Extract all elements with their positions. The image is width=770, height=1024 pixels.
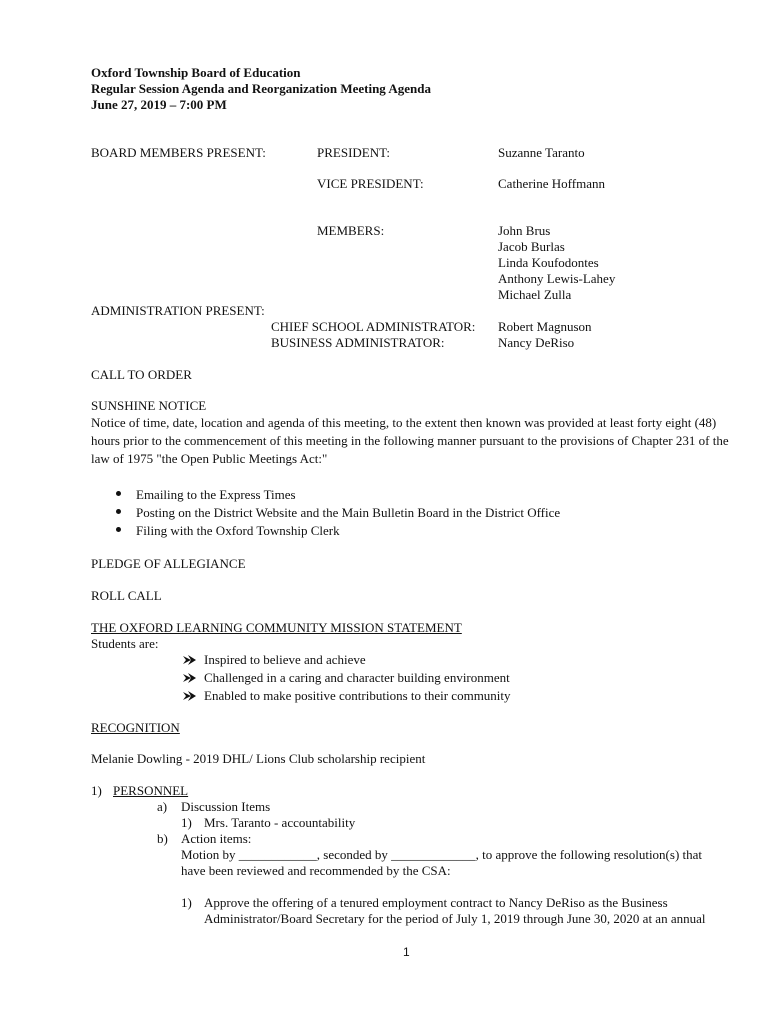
motion-text: Motion by ____________, seconded by _____________, to approve the following resolution(s) that <box>181 847 703 862</box>
member-name: Jacob Burlas <box>498 239 565 254</box>
mission-item: Inspired to believe and achieve <box>204 652 366 667</box>
ba-name: Nancy DeRiso <box>498 335 575 350</box>
resolution-text: Administrator/Board Secretary for the period of July 1, 2019 through June 30, 2020 at an annual <box>204 911 706 926</box>
board-members-label: BOARD MEMBERS PRESENT: <box>91 145 266 160</box>
member-name: Linda Koufodontes <box>498 255 599 270</box>
members-label: MEMBERS: <box>317 223 385 238</box>
bullet-icon <box>116 509 121 514</box>
call-to-order-heading: CALL TO ORDER <box>91 367 192 382</box>
discussion-items: Discussion Items <box>181 799 271 814</box>
bullet-icon <box>116 491 121 496</box>
arrow-bullet-icon <box>183 690 197 702</box>
sunshine-bullet-item: Posting on the District Website and the Main Bulletin Board in the District Office <box>136 505 561 520</box>
header-date: June 27, 2019 – 7:00 PM <box>91 97 227 112</box>
csa-label: CHIEF SCHOOL ADMINISTRATOR: <box>271 319 476 334</box>
vice-president-name: Catherine Hoffmann <box>498 176 605 191</box>
list-marker: 1) <box>181 895 192 910</box>
roll-call-heading: ROLL CALL <box>91 588 162 603</box>
header-subtitle: Regular Session Agenda and Reorganization Meeting Agenda <box>91 81 431 96</box>
arrow-bullet-icon <box>183 654 197 666</box>
president-name: Suzanne Taranto <box>498 145 585 160</box>
personnel-number: 1) <box>91 783 102 798</box>
personnel-heading: PERSONNEL <box>113 783 189 798</box>
vice-president-label: VICE PRESIDENT: <box>317 176 424 191</box>
mission-statement-heading: THE OXFORD LEARNING COMMUNITY MISSION STATEMENT <box>91 620 462 635</box>
resolution-text: Approve the offering of a tenured employment contract to Nancy DeRiso as the Business <box>204 895 668 910</box>
pledge-heading: PLEDGE OF ALLEGIANCE <box>91 556 246 571</box>
recognition-text: Melanie Dowling - 2019 DHL/ Lions Club scholarship recipient <box>91 751 426 766</box>
recognition-heading: RECOGNITION <box>91 720 180 735</box>
ba-label: BUSINESS ADMINISTRATOR: <box>271 335 445 350</box>
member-name: Michael Zulla <box>498 287 572 302</box>
action-items: Action items: <box>181 831 252 846</box>
bullet-icon <box>116 527 121 532</box>
arrow-bullet-icon <box>183 672 197 684</box>
mission-item: Challenged in a caring and character building environment <box>204 670 510 685</box>
motion-text: have been reviewed and recommended by the CSA: <box>181 863 451 878</box>
member-name: John Brus <box>498 223 551 238</box>
list-marker: 1) <box>181 815 192 830</box>
administration-label: ADMINISTRATION PRESENT: <box>91 303 265 318</box>
sunshine-bullet-item: Filing with the Oxford Township Clerk <box>136 523 340 538</box>
mission-item: Enabled to make positive contributions to their community <box>204 688 511 703</box>
member-name: Anthony Lewis-Lahey <box>498 271 616 286</box>
list-marker: b) <box>157 831 168 846</box>
list-marker: a) <box>157 799 168 814</box>
mission-intro: Students are: <box>91 636 159 651</box>
sunshine-notice-text: Notice of time, date, location and agenda of this meeting, to the extent then known was provided at least forty eight (48) hours prior to the commencement of this meeting in the following manner pursuant to the provisions of Chapter 231 of the law of 1975 "the Open Public Meetings Act:" <box>91 415 729 466</box>
sunshine-notice-heading: SUNSHINE NOTICE <box>91 398 207 413</box>
president-label: PRESIDENT: <box>317 145 391 160</box>
sunshine-bullet-item: Emailing to the Express Times <box>136 487 296 502</box>
discussion-item: Mrs. Taranto - accountability <box>204 815 356 830</box>
header-title: Oxford Township Board of Education <box>91 65 301 80</box>
page-number: 1 <box>403 945 410 959</box>
csa-name: Robert Magnuson <box>498 319 592 334</box>
